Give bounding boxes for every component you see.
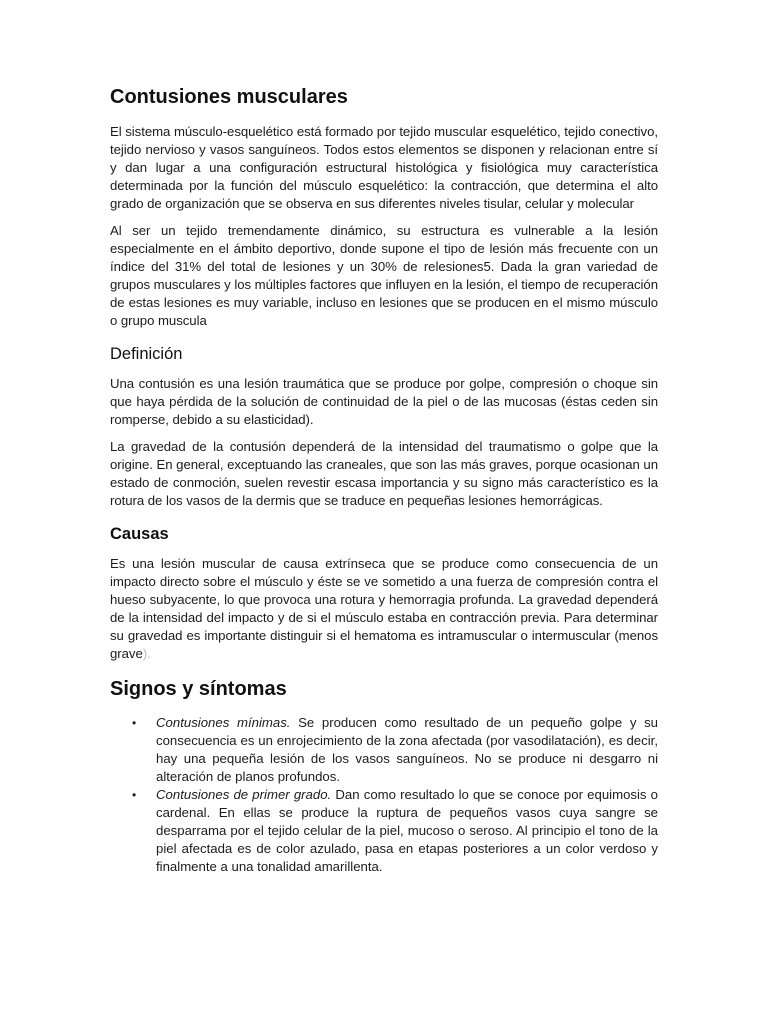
page-title: Contusiones musculares (110, 86, 348, 108)
definicion-paragraph-2: La gravedad de la contusión dependerá de la intensidad del traumatismo o golpe que la origine. En general, exceptuando las craneales, que son las más graves, porque ocasionan un estado de conmoción, suelen revestir escasa importancia y su signo más característico es la rotura de los vasos de la dermis que se traduce en pequeñas lesiones hemorrágicas. (110, 439, 658, 508)
signos-list (110, 714, 658, 876)
list-item-text: Dan como resultado lo que se conoce por equimosis o cardenal. En ellas se produce la ruptura de pequeños vasos cuya sangre se desparrama por el tejido celular de la piel, mucoso o seroso. Al principio el tono de la piel afectada es de color azulado, pasa en etapas posteriores a un color verdoso y finalmente a una tonalidad amarillenta. (156, 787, 659, 874)
list-item (132, 786, 659, 876)
list-item-term: Contusiones de primer grado. (156, 787, 332, 802)
causas-trailing: ). (142, 646, 151, 661)
list-item-term: Contusiones mínimas. (156, 715, 291, 730)
intro-paragraph-1: El sistema músculo-esquelético está formado por tejido muscular esquelético, tejido conectivo, tejido nervioso y vasos sanguíneos. Todos estos elementos se disponen y relacionan entre sí y dan lugar a una configuración estructural histológica y fisiológica muy característica determinada por la función del músculo esquelético: la contracción, que determina el alto grado de organización que se observa en sus diferentes niveles tisular, celular y molecular (110, 124, 658, 211)
section-heading-definicion: Definición (110, 345, 183, 363)
intro-paragraph-2: Al ser un tejido tremendamente dinámico, su estructura es vulnerable a la lesión especialmente en el ámbito deportivo, donde supone el tipo de lesión más frecuente con un índice del 31% del total de lesiones y un 30% de relesiones5. Dada la gran variedad de grupos musculares y los múltiples factores que influyen en la lesión, el tiempo de recuperación de estas lesiones es muy variable, incluso en lesiones que se producen en el mismo músculo o grupo muscula (110, 223, 658, 328)
section-heading-signos: Signos y síntomas (110, 678, 287, 700)
list-item-text: Se producen como resultado de un pequeño golpe y su consecuencia es un enrojecimiento de la zona afectada (por vasodilatación), es decir, hay una pequeña lesión de los vasos sanguíneos. No se produce ni desgarro ni alteración de planos profundos. (156, 715, 658, 784)
list-item (132, 714, 658, 786)
causas-text: Es una lesión muscular de causa extrínseca que se produce como consecuencia de un impacto directo sobre el músculo y éste se ve sometido a una fuerza de compresión contra el hueso subyacente, lo que provoca una rotura y hemorragia profunda. La gravedad dependerá de la intensidad del impacto y de si el músculo estaba en contracción previa. Para determinar su gravedad es importante distinguir si el hematoma es intramuscular o intermuscular (menos grave (110, 556, 658, 661)
causas-paragraph (110, 555, 658, 663)
bullet-icon: • (132, 788, 137, 802)
section-heading-causas: Causas (110, 525, 169, 543)
document-page (110, 84, 658, 876)
definicion-paragraph-1: Una contusión es una lesión traumática que se produce por golpe, compresión o choque sin que haya pérdida de la solución de continuidad de la piel o de las mucosas (éstas ceden sin romperse, debido a su elasticidad). (110, 376, 658, 427)
bullet-icon: • (132, 716, 137, 730)
